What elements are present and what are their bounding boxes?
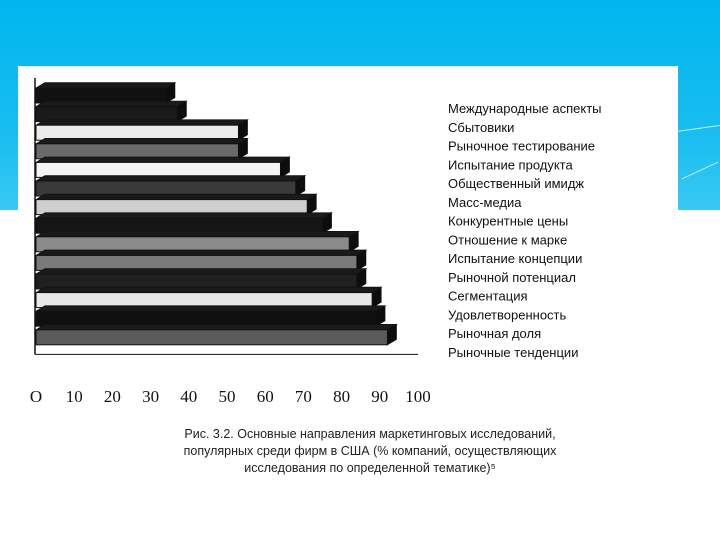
category-label: Конкурентные цены bbox=[448, 213, 569, 229]
bar bbox=[36, 120, 247, 140]
x-tick-label: 60 bbox=[256, 387, 274, 406]
caption-line-3: исследования по определенной тематике)⁵ bbox=[244, 461, 496, 475]
x-tick-label: O bbox=[29, 387, 43, 406]
x-tick-label: 80 bbox=[333, 387, 351, 406]
x-tick-label: 10 bbox=[65, 387, 83, 406]
category-label: Рыночное тестирование bbox=[448, 138, 596, 154]
bar bbox=[36, 250, 366, 270]
category-label: Масс-медиа bbox=[448, 194, 522, 210]
category-label: Рыночной потенциал bbox=[448, 269, 576, 285]
bar bbox=[36, 213, 332, 233]
category-label: Международные аспекты bbox=[448, 101, 602, 116]
bar bbox=[36, 101, 186, 121]
caption-line-1: Рис. 3.2. Основные направления маркетинговых исследований, bbox=[184, 427, 556, 441]
category-label: Испытание продукта bbox=[448, 157, 573, 173]
x-tick-label: 70 bbox=[294, 387, 312, 406]
bars-group bbox=[36, 83, 396, 345]
bar bbox=[36, 138, 247, 158]
x-tick-label: 50 bbox=[218, 387, 236, 406]
category-label: Удовлетворенность bbox=[448, 307, 567, 323]
bar bbox=[36, 176, 305, 196]
category-label: Сегментация bbox=[448, 288, 528, 304]
bar bbox=[36, 306, 385, 326]
category-label: Испытание концепции bbox=[448, 251, 583, 266]
caption-line-2: популярных среди фирм в США (% компаний, осуществляющих bbox=[183, 444, 557, 458]
category-label: Отношение к марке bbox=[448, 232, 568, 248]
category-label: Сбытовики bbox=[448, 119, 515, 135]
bar bbox=[36, 194, 316, 214]
x-tick-label: 100 bbox=[405, 387, 431, 406]
bar bbox=[36, 324, 396, 344]
x-tick-label: 20 bbox=[103, 387, 121, 406]
bar bbox=[36, 157, 289, 177]
x-tick-label: 90 bbox=[371, 387, 389, 406]
category-label: Рыночные тенденции bbox=[448, 344, 579, 360]
category-labels bbox=[448, 101, 602, 360]
x-tick-label: 40 bbox=[180, 387, 198, 406]
category-label: Рыночная доля bbox=[448, 326, 542, 341]
bar bbox=[36, 287, 381, 307]
x-axis-ticks bbox=[30, 387, 431, 406]
bar bbox=[36, 269, 366, 289]
x-tick-label: 30 bbox=[142, 387, 160, 406]
bar bbox=[36, 83, 175, 103]
category-label: Общественный имидж bbox=[448, 176, 585, 191]
bar bbox=[36, 231, 358, 251]
